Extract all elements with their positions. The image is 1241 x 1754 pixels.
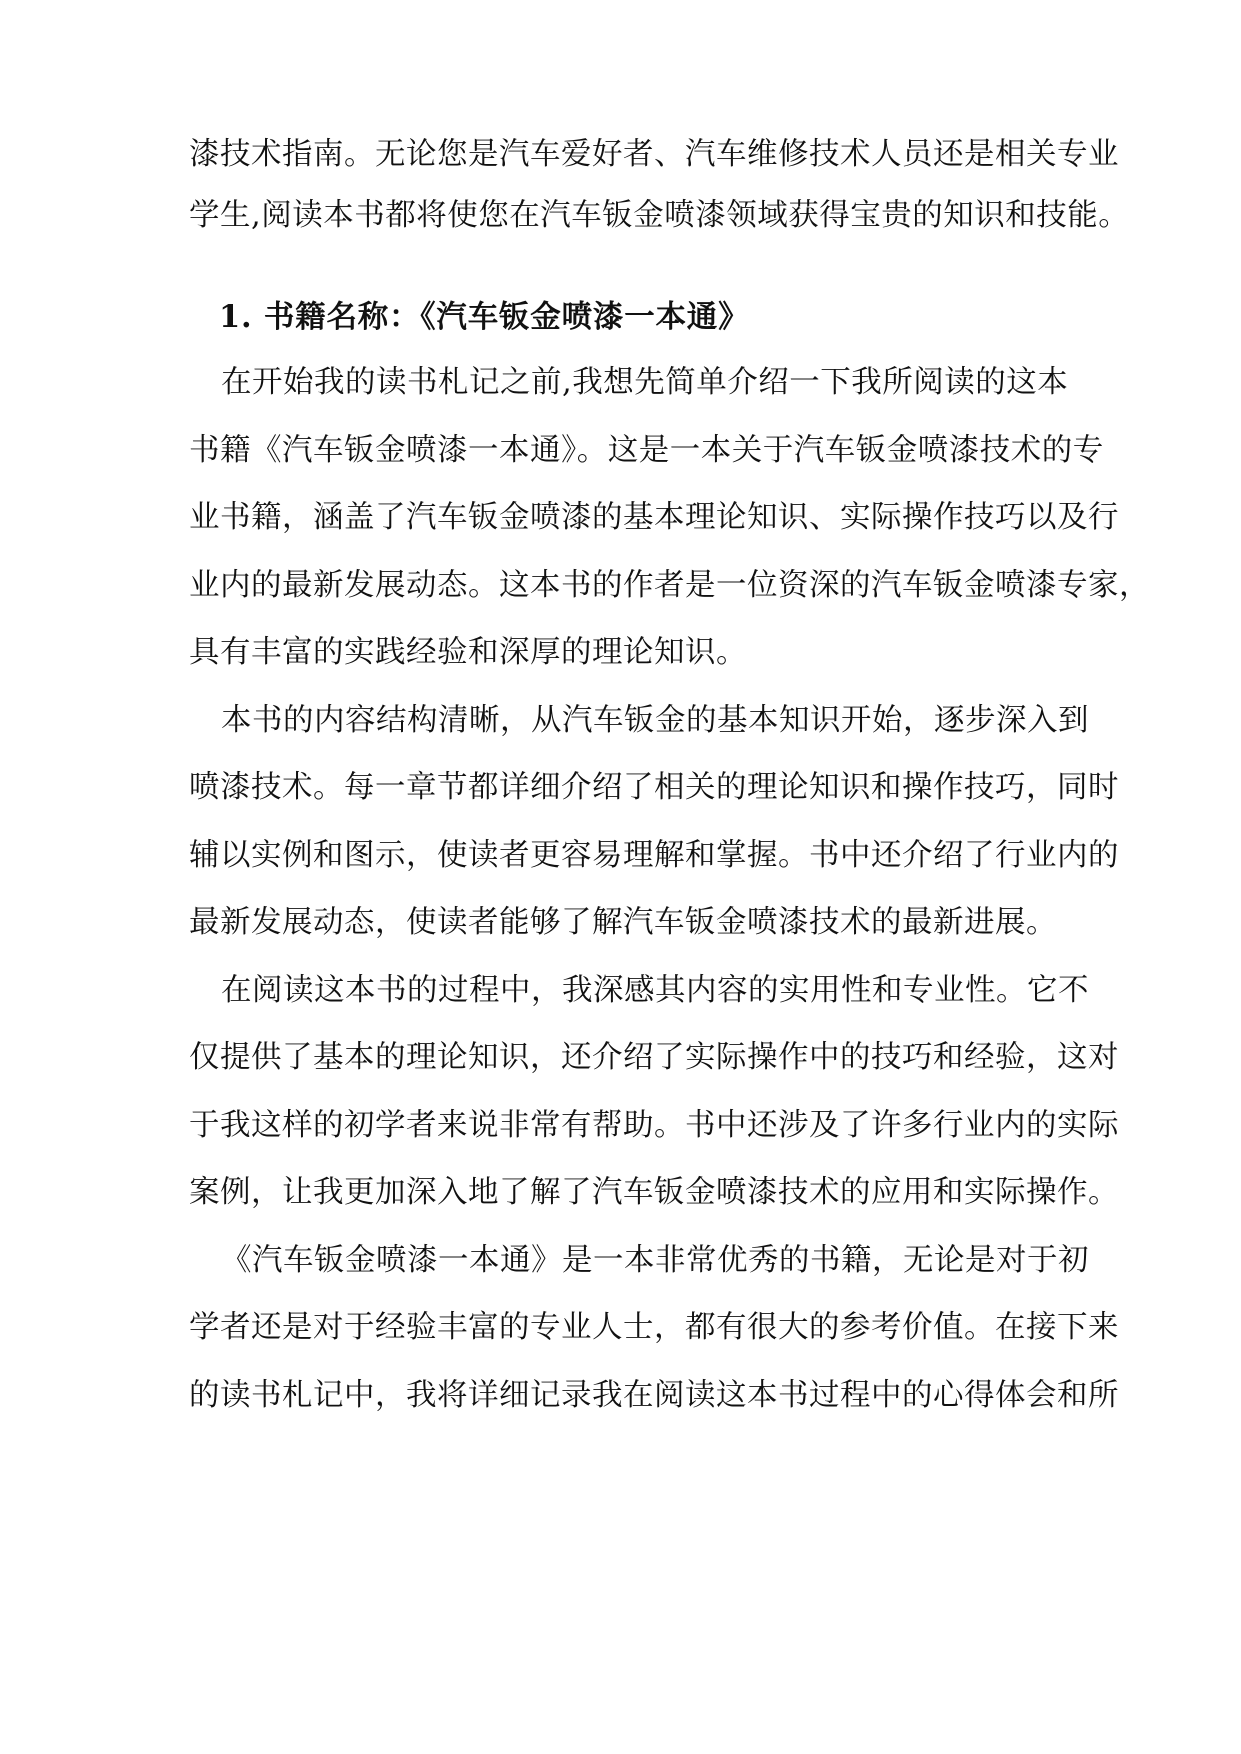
- paragraph-line: 仅提供了基本的理论知识，还介绍了实际操作中的技巧和经验，这对: [189, 1040, 1119, 1075]
- paragraph-line: 的读书札记中，我将详细记录我在阅读这本书过程中的心得体会和所: [189, 1378, 1119, 1413]
- paragraph-line: 书籍《汽车钣金喷漆一本通》。这是一本关于汽车钣金喷漆技术的专: [189, 433, 1104, 468]
- paragraph-line: 在开始我的读书札记之前,我想先简单介绍一下我所阅读的这本: [221, 365, 1069, 400]
- paragraph-line: 在阅读这本书的过程中，我深感其内容的实用性和专业性。它不: [221, 973, 1089, 1008]
- paragraph-line: 《汽车钣金喷漆一本通》是一本非常优秀的书籍，无论是对于初: [221, 1243, 1089, 1278]
- paragraph-line: 案例，让我更加深入地了解了汽车钣金喷漆技术的应用和实际操作。: [189, 1175, 1119, 1210]
- paragraph-line: 最新发展动态，使读者能够了解汽车钣金喷漆技术的最新进展。: [189, 905, 1057, 940]
- paragraph-line: 具有丰富的实践经验和深厚的理论知识。: [189, 635, 747, 670]
- paragraph-line: 辅以实例和图示，使读者更容易理解和掌握。书中还介绍了行业内的: [189, 838, 1119, 873]
- paragraph-line: 本书的内容结构清晰，从汽车钣金的基本知识开始，逐步深入到: [221, 703, 1089, 738]
- paragraph-line: 业内的最新发展动态。这本书的作者是一位资深的汽车钣金喷漆专家，: [189, 568, 1150, 603]
- paragraph-line: 于我这样的初学者来说非常有帮助。书中还涉及了许多行业内的实际: [189, 1108, 1119, 1143]
- paragraph-line: 学者还是对于经验丰富的专业人士，都有很大的参考价值。在接下来: [189, 1310, 1119, 1345]
- paragraph-line: 业书籍，涵盖了汽车钣金喷漆的基本理论知识、实际操作技巧以及行: [189, 500, 1119, 535]
- intro-line: 学生,阅读本书都将使您在汽车钣金喷漆领域获得宝贵的知识和技能。: [189, 198, 1130, 233]
- section-heading: 1. 书籍名称：《汽车钣金喷漆一本通》: [219, 299, 750, 335]
- paragraph-line: 喷漆技术。每一章节都详细介绍了相关的理论知识和操作技巧，同时: [189, 770, 1119, 805]
- intro-line: 漆技术指南。无论您是汽车爱好者、汽车维修技术人员还是相关专业: [189, 137, 1119, 172]
